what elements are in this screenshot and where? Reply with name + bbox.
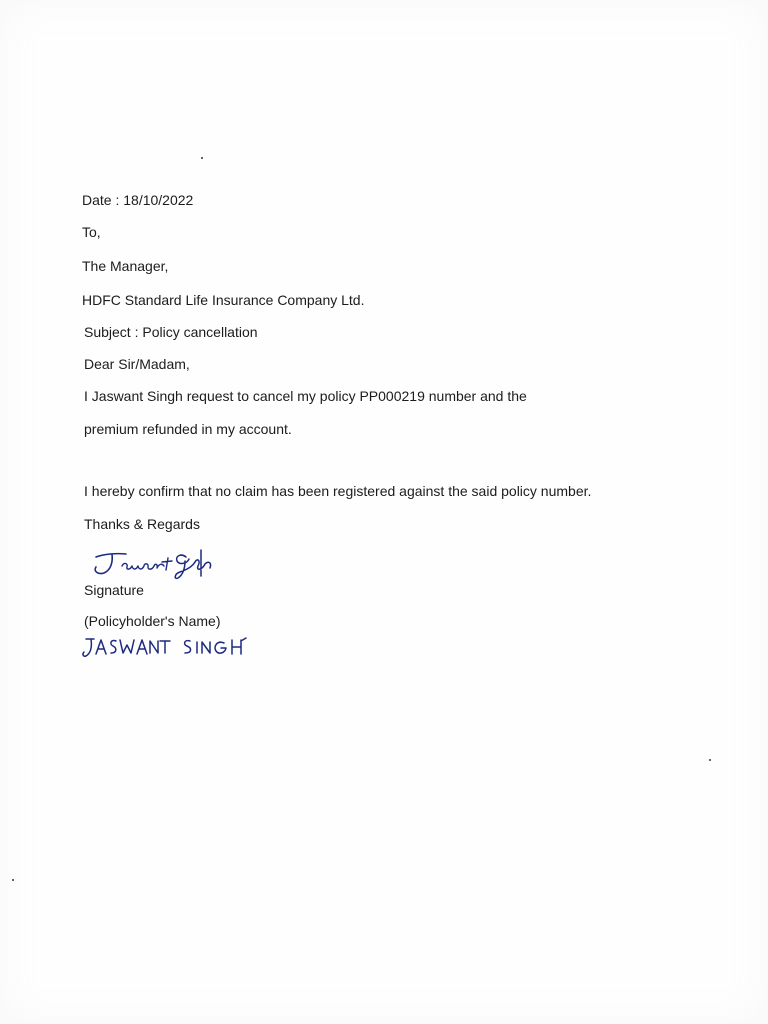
salutation: Dear Sir/Madam, — [84, 356, 190, 372]
closing-line: Thanks & Regards — [84, 516, 200, 532]
scan-speck — [12, 879, 14, 881]
body-line-2: premium refunded in my account. — [84, 421, 292, 437]
handwritten-name-drawing — [82, 632, 272, 662]
signature-drawing — [82, 542, 272, 586]
scan-speck — [201, 157, 203, 159]
policyholder-name-label: (Policyholder's Name) — [84, 613, 221, 629]
recipient-title: The Manager, — [82, 258, 169, 274]
body-line-1: I Jaswant Singh request to cancel my policy PP000219 number and the — [84, 388, 527, 404]
scan-speck — [709, 759, 711, 761]
date-line: Date : 18/10/2022 — [82, 192, 194, 208]
handwritten-signature — [82, 542, 272, 586]
signature-label: Signature — [84, 582, 144, 598]
to-line: To, — [82, 224, 101, 240]
confirmation-line: I hereby confirm that no claim has been registered against the said policy number. — [84, 483, 592, 499]
company-name: HDFC Standard Life Insurance Company Ltd. — [82, 292, 365, 308]
handwritten-name — [82, 632, 272, 662]
subject-line: Subject : Policy cancellation — [84, 324, 258, 340]
